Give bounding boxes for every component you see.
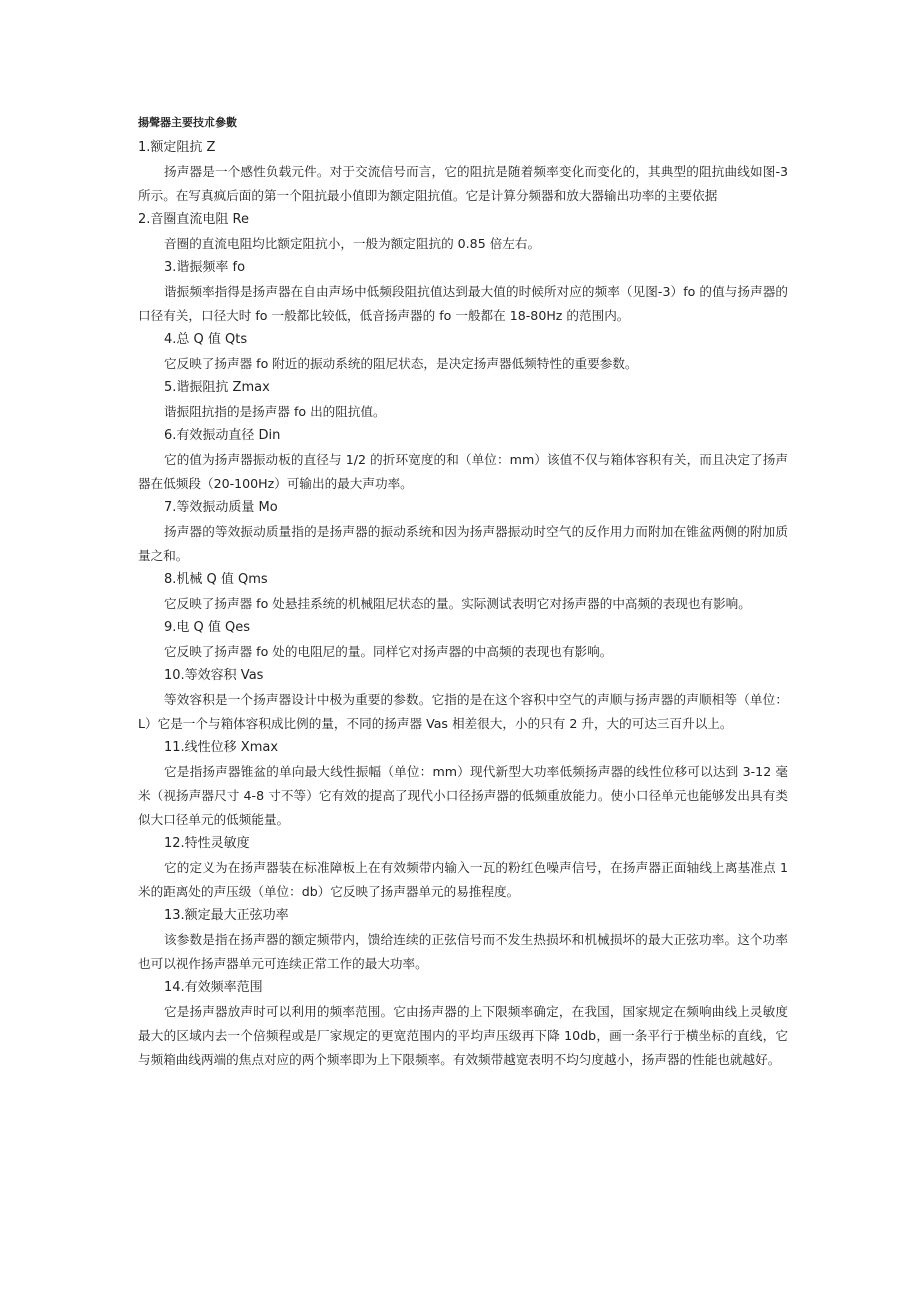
parameter-section bbox=[138, 376, 788, 424]
section-paragraph: 它是指扬声器锥盆的单向最大线性振幅（单位：mm）现代新型大功率低频扬声器的线性位移可以达到 3-12 毫米（视扬声器尺寸 4-8 寸不等）它有效的提高了现代小口径扬声器的低频重放能力。使小口径单元也能够发出具有类似大口径单元的低频能量。 bbox=[138, 764, 788, 827]
parameter-section bbox=[138, 568, 788, 616]
section-paragraph: 等效容积是一个扬声器设计中极为重要的参数。它指的是在这个容积中空气的声顺与扬声器的声顺相等（单位：L）它是一个与箱体容积成比例的量，不同的扬声器 Vas 相差很大，小的只有 2 升，大的可达三百升以上。 bbox=[138, 692, 788, 731]
section-heading: 14.有效频率范围 bbox=[164, 980, 263, 995]
section-heading: 9.电 Q 值 Qes bbox=[164, 620, 251, 635]
section-paragraph: 该参数是指在扬声器的额定频带内，馈给连续的正弦信号而不发生热损坏和机械损坏的最大正弦功率。这个功率也可以视作扬声器单元可连续正常工作的最大功率。 bbox=[138, 932, 788, 971]
section-heading: 4.总 Q 值 Qts bbox=[164, 332, 248, 347]
parameter-section bbox=[138, 736, 788, 832]
parameter-section bbox=[138, 208, 788, 256]
section-paragraph: 它的定义为在扬声器装在标准障板上在有效频带内输入一瓦的粉红色噪声信号，在扬声器正面轴线上离基准点 1 米的距离处的声压级（单位：db）它反映了扬声器单元的易推程度。 bbox=[138, 860, 788, 899]
section-paragraph: 扬声器是一个感性负载元件。对于交流信号而言，它的阻抗是随着频率变化而变化的，其典型的阻抗曲线如图-3 所示。在写真疯后面的第一个阻抗最小值即为额定阻抗值。它是计算分频器和放大器输出功率的主要依据 bbox=[138, 164, 788, 203]
section-heading: 3.谐振频率 fo bbox=[164, 260, 246, 275]
parameter-section bbox=[138, 832, 788, 904]
parameter-section bbox=[138, 424, 788, 496]
parameter-section bbox=[138, 256, 788, 328]
parameter-section bbox=[138, 664, 788, 736]
section-paragraph: 音圈的直流电阻均比额定阻抗小，一般为额定阻抗的 0.85 倍左右。 bbox=[164, 236, 541, 251]
section-paragraph: 它的值为扬声器振动板的直径与 1/2 的折环宽度的和（单位：mm）该值不仅与箱体容积有关，而且决定了扬声器在低频段（20-100Hz）可输出的最大声功率。 bbox=[138, 452, 788, 491]
section-heading: 2.音圈直流电阻 Re bbox=[138, 212, 249, 227]
section-heading: 5.谐振阻抗 Zmax bbox=[164, 380, 270, 395]
section-heading: 1.额定阻抗 Z bbox=[138, 140, 216, 155]
section-paragraph: 扬声器的等效振动质量指的是扬声器的振动系统和因为扬声器振动时空气的反作用力而附加在锥盆两侧的附加质量之和。 bbox=[138, 524, 788, 563]
parameter-section bbox=[138, 976, 788, 1072]
section-heading: 7.等效振动质量 Mo bbox=[164, 500, 278, 515]
section-paragraph: 它反映了扬声器 fo 处悬挂系统的机械阻尼状态的量。实际测试表明它对扬声器的中高频的表现也有影响。 bbox=[164, 596, 751, 611]
section-paragraph: 它反映了扬声器 fo 附近的振动系统的阻尼状态，是决定扬声器低频特性的重要参数。 bbox=[164, 356, 638, 371]
parameter-section bbox=[138, 904, 788, 976]
parameter-section bbox=[138, 616, 788, 664]
section-heading: 10.等效容积 Vas bbox=[164, 668, 264, 683]
section-heading: 6.有效振动直径 Din bbox=[164, 428, 281, 443]
section-heading: 11.线性位移 Xmax bbox=[164, 740, 279, 755]
section-paragraph: 谐振频率指得是扬声器在自由声场中低频段阻抗值达到最大值的时候所对应的频率（见图-3）fo 的值与扬声器的口径有关，口径大时 fo 一般都比较低，低音扬声器的 fo 一般都在 18-80Hz 的范围内。 bbox=[138, 284, 788, 323]
section-paragraph: 谐振阻抗指的是扬声器 fo 出的阻抗值。 bbox=[164, 404, 386, 419]
section-heading: 12.特性灵敏度 bbox=[164, 836, 250, 851]
sections-container bbox=[138, 136, 788, 1072]
section-heading: 8.机械 Q 值 Qms bbox=[164, 572, 268, 587]
section-heading: 13.额定最大正弦功率 bbox=[164, 908, 289, 923]
parameter-section bbox=[138, 328, 788, 376]
parameter-section bbox=[138, 136, 788, 208]
parameter-section bbox=[138, 496, 788, 568]
section-paragraph: 它是扬声器放声时可以利用的频率范围。它由扬声器的上下限频率确定，在我国，国家规定在频响曲线上灵敏度最大的区域内去一个倍频程或是厂家规定的更宽范围内的平均声压级再下降 10db，画一条平行于横坐标的直线，它与频箱曲线两端的焦点对应的两个频率即为上下限频率。有效频带越宽表明不均匀度越小，扬声器的性能也就越好。 bbox=[138, 1004, 788, 1067]
section-paragraph: 它反映了扬声器 fo 处的电阻尼的量。同样它对扬声器的中高频的表现也有影响。 bbox=[164, 644, 613, 659]
document-body bbox=[138, 114, 788, 1072]
document-title: 揚聲器主要技朮參數 bbox=[138, 116, 237, 129]
